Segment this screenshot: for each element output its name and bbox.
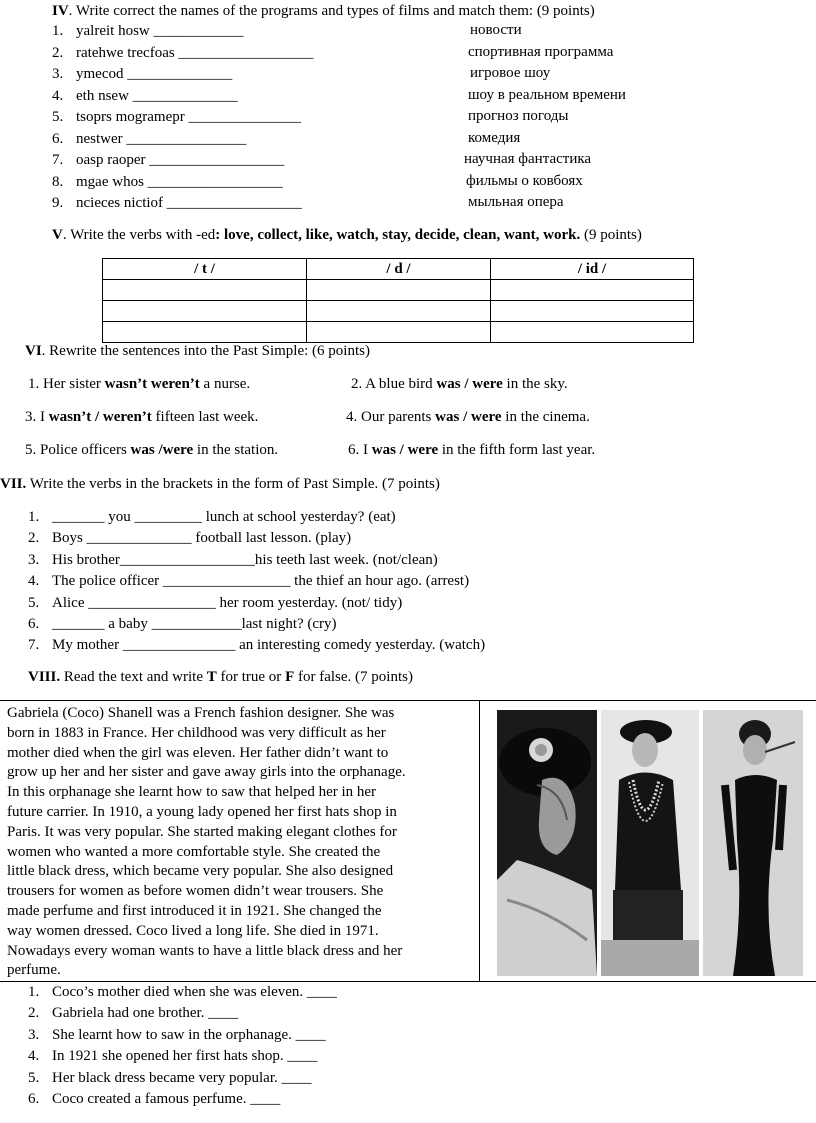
list-item: 3. I wasn’t / weren’t fifteen last week. [25,409,259,425]
text-line: perfume. [7,962,61,979]
list-item: 2. Gabriela had one brother. ____ [28,1005,239,1021]
section-8-title: VIII. Read the text and write T for true or F for false. (7 points) [28,669,413,685]
list-item: 6. _______ a baby ____________last night? (cry) [28,616,337,632]
match-item: игровое шоу [470,65,551,81]
match-item: комедия [468,130,521,146]
verbs-table [102,258,694,343]
column-divider [479,701,480,981]
text-line: made perfume and first introduced it in 1921. She changed the [7,902,382,919]
list-item: 1. Coco’s mother died when she was eleven. ____ [28,984,337,1000]
match-item: фильмы о ковбоях [466,173,583,189]
reading-text [7,704,469,981]
text-line: Gabriela (Coco) Shanell was a French fashion designer. She was [7,705,395,721]
table-cell[interactable] [307,280,491,301]
list-item: 5. Alice _________________ her room yesterday. (not/ tidy) [28,595,403,611]
text-line: mother died when the girl was eleven. Her father didn’t want to [7,744,389,761]
list-item: 5. Police officers was /were in the station. [25,442,279,458]
list-item: 3. ymecod ______________ [52,66,233,82]
list-item: 6. nestwer ________________ [52,131,247,147]
coco-photo-3 [703,710,803,976]
list-item: 1. yalreit hosw ____________ [52,23,244,39]
list-item: 3. His brother__________________his teeth last week. (not/clean) [28,552,438,568]
match-item: мыльная опера [468,194,564,210]
text-line: way women dressed. Coco lived a long life. She died in 1971. [7,922,379,939]
header-id: / id / [491,259,694,280]
table-cell[interactable] [491,280,694,301]
list-item: 6. Coco created a famous perfume. ____ [28,1091,281,1107]
text-line: Paris. It was very popular. She started making elegant clothes for [7,823,397,840]
section-7-title: VII. Write the verbs in the brackets in the form of Past Simple. (7 points) [0,476,440,492]
coco-photo-1 [497,710,597,976]
table-cell[interactable] [491,301,694,322]
table-row [103,280,694,301]
text-line: little black dress, which became very popular. She also designed [7,863,394,880]
list-item: 2. Boys ______________ football last lesson. (play) [28,530,352,546]
table-row [103,322,694,343]
table-cell[interactable] [103,301,307,322]
section-5-title: V. Write the verbs with -ed: love, collect, like, watch, stay, decide, clean, want, work. (9 points) [52,227,642,243]
section-6-title: VI. Rewrite the sentences into the Past Simple: (6 points) [25,343,370,359]
list-item: 1. Her sister wasn’t weren’t a nurse. [28,376,251,392]
text-line: trousers for women as before women didn’t wear trousers. She [7,883,384,900]
table-cell[interactable] [103,322,307,343]
coco-photo-2 [601,710,699,976]
text-line: In this orphanage she learnt how to saw that helped her in her [7,784,377,801]
text-line: Nowadays every woman wants to have a little black dress and her [7,942,403,959]
reading-text-box [0,700,816,982]
list-item: 4. The police officer _________________ the thief an hour ago. (arrest) [28,573,470,589]
list-item: 2. A blue bird was / were in the sky. [351,376,568,392]
match-item: спортивная программа [468,44,614,60]
list-item: 4. eth nsew ______________ [52,88,238,104]
list-item: 7. My mother _______________ an interesting comedy yesterday. (watch) [28,637,486,653]
table-header-row [103,259,694,280]
list-item: 9. ncieces nictiof __________________ [52,195,302,211]
table-cell[interactable] [307,301,491,322]
list-item: 7. oasp raoper __________________ [52,152,285,168]
list-item: 4. Our parents was / were in the cinema. [346,409,590,425]
match-item: новости [470,22,522,38]
match-item: шоу в реальном времени [468,87,626,103]
table-cell[interactable] [491,322,694,343]
list-item: 2. ratehwe trecfoas __________________ [52,45,314,61]
table-row [103,301,694,322]
table-cell[interactable] [103,280,307,301]
table-cell[interactable] [307,322,491,343]
match-item: научная фантастика [464,151,592,167]
text-line: future carrier. In 1910, a young lady opened her first hats shop in [7,803,397,820]
text-line: grow up her and her sister and gave away girls into the orphanage. [7,764,406,781]
text-line: born in 1883 in France. Her childhood was very difficult as her [7,724,386,741]
list-item: 8. mgae whos __________________ [52,174,283,190]
list-item: 5. tsoprs mogramepr _______________ [52,109,301,125]
header-t: / t / [103,259,307,280]
section-4-title: IV. Write correct the names of the programs and types of films and match them: (9 points) [52,3,595,19]
list-item: 1. _______ you _________ lunch at school yesterday? (eat) [28,509,396,525]
list-item: 4. In 1921 she opened her first hats shop. ____ [28,1048,318,1064]
list-item: 6. I was / were in the fifth form last year. [348,442,596,458]
list-item: 3. She learnt how to saw in the orphanage. ____ [28,1027,326,1043]
list-item: 5. Her black dress became very popular. ____ [28,1070,312,1086]
match-item: прогноз погоды [468,108,569,124]
text-line: women who wanted a more comfortable style. She created the [7,843,381,860]
header-d: / d / [307,259,491,280]
